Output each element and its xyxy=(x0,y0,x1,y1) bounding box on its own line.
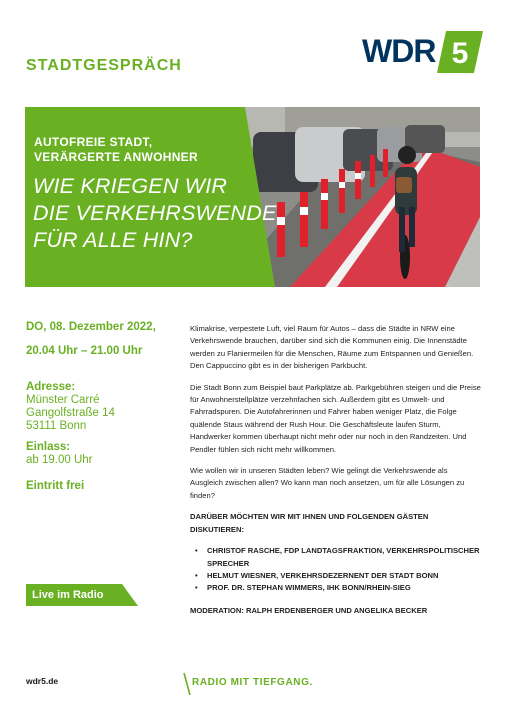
guest-item-3: • PROF. DR. STEPHAN WIMMERS, IHK BONN/RHEIN-SIEG xyxy=(190,582,482,594)
entry-info: Eintritt frei xyxy=(26,480,85,492)
address-line2: Gangolfstraße 14 xyxy=(26,407,115,419)
body-paragraph-2: Die Stadt Bonn zum Beispiel baut Parkplätze ab. Parkgebühren steigen und die Preise für Anwohnerstellplätze verzehnfachen sich. Außerdem gibt es Umwelt- und Fahrradspuren. Die Autofahrerinnen und Fahrer haben weniger Platz, die Folge quälende Staus während der Rush Hour. Die Geschäftsleute laufen Sturm, Handwerker kommen überhaupt nicht mehr oder nur noch in den Randzeiten. Und Pendler fühlen sich nicht mehr willkommen. xyxy=(190,382,481,454)
hero-headline xyxy=(33,173,333,254)
body-paragraph-1: Klimakrise, verpestete Luft, viel Raum für Autos – dass die Städte in NRW eine Verkehrswende brauchen, darüber sind sich die Kommunen einig. Die Innenstädte werden zu Flaniermeilen für die Menschen, Räume zum Entspannen und Genießen. Den Cappuccino gibt es in der bisherigen Parkbucht. xyxy=(190,324,474,371)
live-radio-badge xyxy=(26,584,138,606)
admission-label: Einlass: xyxy=(26,441,71,453)
admission-time: ab 19.00 Uhr xyxy=(26,454,93,466)
guest-item-2: • HELMUT WIESNER, VERKEHRSDEZERNENT DER STADT BONN xyxy=(190,570,482,582)
guest-item-1: • CHRISTOF RASCHE, FDP LANDTAGSFRAKTION, VERKEHRSPOLITISCHER SPRECHER xyxy=(190,545,482,570)
live-radio-label: Live im Radio xyxy=(32,589,104,601)
body-paragraph-3: Wie wollen wir in unseren Städten leben? Wie gelingt die Verkehrswende als Ausgleich zwischen allen? Wo kann man noch ansetzen, um für alle Lösungen zu finden? xyxy=(190,466,465,500)
guest-list xyxy=(190,545,482,595)
hero-banner xyxy=(25,107,480,287)
footer-url[interactable]: wdr5.de xyxy=(26,676,59,686)
slash-divider xyxy=(182,673,192,700)
hero-kicker-line1: AUTOFREIE STADT, xyxy=(34,135,153,149)
address-label: Adresse: xyxy=(26,381,76,393)
hero-kicker xyxy=(34,135,198,165)
guests-heading: DARÜBER MÖCHTEN WIR MIT IHNEN UND FOLGENDEN GÄSTEN DISKUTIEREN: xyxy=(190,512,429,534)
address-line1: Münster Carré xyxy=(26,394,100,406)
footer-slogan: RADIO MIT TIEFGANG. xyxy=(192,677,313,688)
hero-kicker-line2: VERÄRGERTE ANWOHNER xyxy=(34,150,198,164)
event-time: 20.04 Uhr – 21.00 Uhr xyxy=(26,345,143,357)
event-date: DO, 08. Dezember 2022, xyxy=(26,321,156,333)
address-line3: 53111 Bonn xyxy=(26,420,87,432)
wdr5-logo xyxy=(362,29,484,80)
logo-number: 5 xyxy=(451,37,469,70)
hero-headline-line2: DIE VERKEHRSWENDE xyxy=(33,201,277,225)
article-body xyxy=(190,323,482,626)
hero-headline-line3: FÜR ALLE HIN? xyxy=(33,228,193,252)
hero-headline-line1: WIE KRIEGEN WIR xyxy=(33,174,228,198)
logo-text: WDR xyxy=(362,33,436,69)
moderation: MODERATION: RALPH ERDENBERGER UND ANGELIKA BECKER xyxy=(190,605,428,615)
page-title: STADTGESPRÄCH xyxy=(26,57,182,74)
